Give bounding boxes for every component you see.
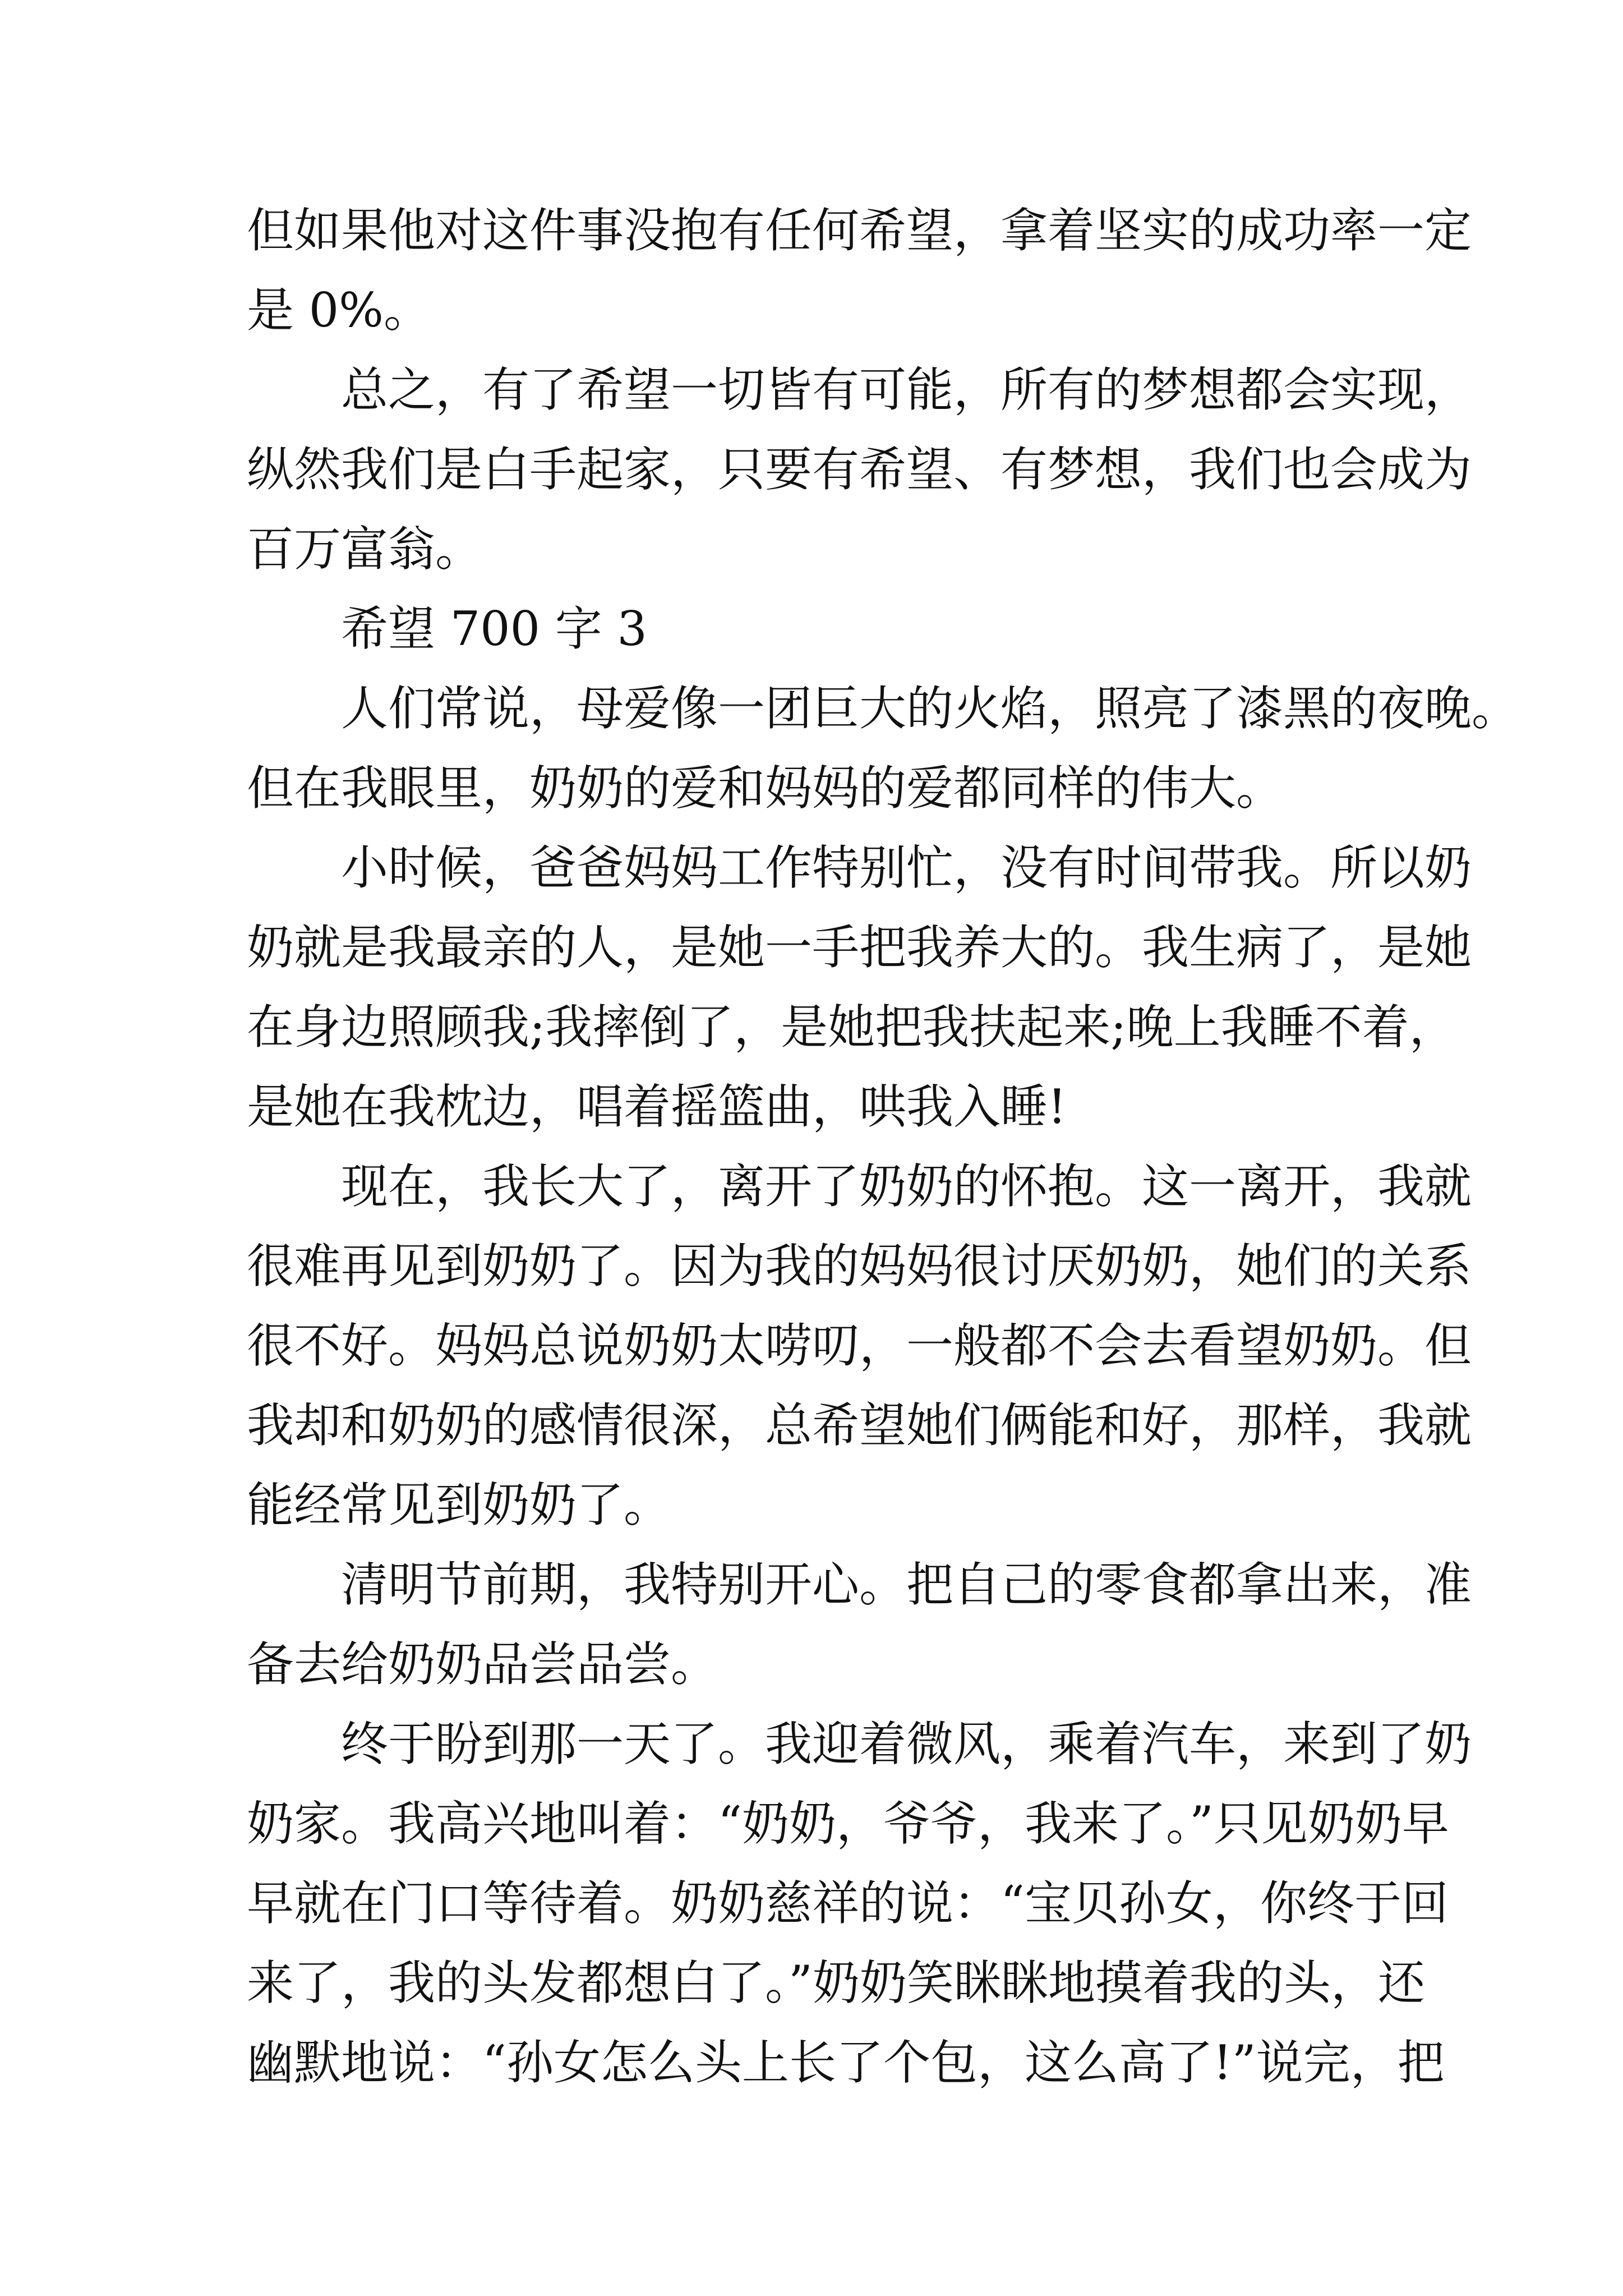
- text-line: 来了，我的头发都想白了。”奶奶笑眯眯地摸着我的头，还: [247, 1955, 1425, 2010]
- paragraph-start-line: 清明节前期，我特别开心。把自己的零食都拿出来，准: [341, 1557, 1472, 1612]
- text-line: 但在我眼里，奶奶的爱和妈妈的爱都同样的伟大。: [247, 761, 1284, 816]
- paragraph-start-line: 总之，有了希望一切皆有可能，所有的梦想都会实现，: [341, 362, 1472, 417]
- text-line: 早就在门口等待着。奶奶慈祥的说：“宝贝孙女，你终于回: [247, 1876, 1449, 1931]
- text-line: 是 0%。: [247, 283, 431, 338]
- text-line: 在身边照顾我;我摔倒了，是她把我扶起来;晚上我睡不着，: [247, 1000, 1456, 1055]
- essay-text: [247, 191, 1519, 2102]
- text-line: 备去给奶奶品尝品尝。: [247, 1637, 718, 1692]
- text-line: 是她在我枕边，唱着摇篮曲，哄我入睡!: [247, 1079, 1067, 1134]
- text-line: 我却和奶奶的感情很深，总希望她们俩能和好，那样，我就: [247, 1398, 1472, 1453]
- text-line: 很不好。妈妈总说奶奶太唠叨，一般都不会去看望奶奶。但: [247, 1318, 1472, 1373]
- paragraph-start-line: 终于盼到那一天了。我迎着微风，乘着汽车，来到了奶: [341, 1717, 1472, 1772]
- paragraph-start-line: 小时候，爸爸妈妈工作特别忙，没有时间带我。所以奶: [341, 840, 1472, 895]
- text-line: 幽默地说：“孙女怎么头上长了个包，这么高了!”说完，把: [247, 2035, 1445, 2090]
- text-line: 但如果他对这件事没抱有任何希望，拿着坚实的成功率一定: [247, 203, 1472, 258]
- paragraph-start-line: 现在，我长大了，离开了奶奶的怀抱。这一离开，我就: [341, 1159, 1472, 1214]
- paragraph-start-line: 人们常说，母爱像一团巨大的火焰，照亮了漆黑的夜晚。: [341, 681, 1519, 736]
- text-line: 奶就是我最亲的人，是她一手把我养大的。我生病了，是她: [247, 920, 1472, 975]
- section-heading: 希望 700 字 3: [341, 601, 647, 656]
- text-line: 很难再见到奶奶了。因为我的妈妈很讨厌奶奶，她们的关系: [247, 1239, 1472, 1294]
- text-line: 奶家。我高兴地叫着：“奶奶，爷爷，我来了。”只见奶奶早: [247, 1796, 1449, 1851]
- text-line: 百万富翁。: [247, 522, 483, 577]
- text-line: 能经常见到奶奶了。: [247, 1478, 671, 1533]
- text-line: 纵然我们是白手起家，只要有希望、有梦想，我们也会成为: [247, 442, 1472, 497]
